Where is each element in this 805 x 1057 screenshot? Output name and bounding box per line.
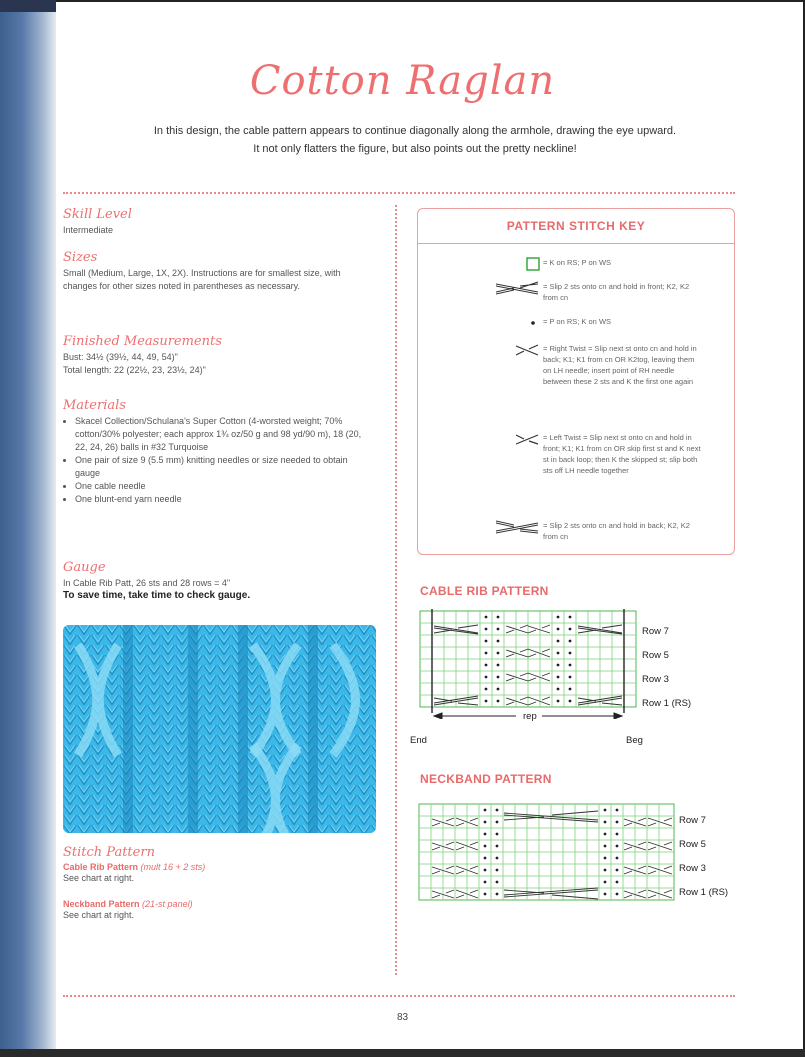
skill-level-text: Intermediate xyxy=(63,225,114,235)
material-item: • One blunt-end yarn needle xyxy=(75,493,375,506)
knit-swatch-photo xyxy=(63,625,376,833)
page-number: 83 xyxy=(396,1012,409,1023)
intro-paragraph xyxy=(70,122,760,158)
dot-icon xyxy=(478,316,540,334)
rep-label: rep xyxy=(520,711,540,722)
neckband-text: See chart at right. xyxy=(63,910,135,920)
finished-measurements-section xyxy=(63,334,375,377)
cable-row-label: Row 7 xyxy=(642,626,669,637)
key-entry-text: = Right Twist = Slip next st onto cn and hold in back; K1; K1 from cn OR K2tog, leaving them on LH needle; insert point of RH needle between these 2 sts and K the first one again xyxy=(543,344,697,386)
material-item: • Skacel Collection/Schulana's Super Cotton (4-worsted weight; 70% cotton/30% polyester; each approx 1¾ oz/50 g and 98 yd/90 m), 18 (20, 22, 24, 26) balls in #32 Turquoise xyxy=(75,415,375,454)
scan-border-top xyxy=(56,0,805,2)
neck-row-label: Row 1 (RS) xyxy=(679,887,729,898)
left-cross-2-2-icon xyxy=(478,281,540,300)
book-spine xyxy=(0,0,56,1057)
key-entry-text: = Left Twist = Slip next st onto cn and hold in front; K1; K1 from cn OR skip first st and K next st in back loop; then K the skipped st; slip both sts off LH needle together xyxy=(543,433,701,475)
skill-level-heading: Skill Level xyxy=(63,207,132,222)
cable-rib-heading: CABLE RIB PATTERN xyxy=(420,584,549,598)
material-item: • One cable needle xyxy=(75,480,375,493)
gauge-heading: Gauge xyxy=(63,560,106,575)
sizes-text: Small (Medium, Large, 1X, 2X). Instructions are for smallest size, with changes for other sizes noted in parentheses as necessary. xyxy=(63,268,341,291)
top-divider xyxy=(63,192,735,194)
key-entry-text: = K on RS; P on WS xyxy=(543,258,612,267)
gauge-section xyxy=(63,560,375,601)
materials-heading: Materials xyxy=(63,398,126,413)
page-title: Cotton Raglan xyxy=(249,58,556,104)
material-item: • One pair of size 9 (5.5 mm) knitting needles or size needed to obtain gauge xyxy=(75,454,375,480)
swatch-illustration xyxy=(63,625,376,833)
neckband-panel: (21-st panel) xyxy=(142,899,193,909)
materials-section xyxy=(63,398,375,506)
cable-rib-name: Cable Rib Pattern xyxy=(63,862,139,872)
neck-row-label: Row 5 xyxy=(679,839,706,850)
neckband-chart xyxy=(418,803,676,901)
cable-rib-chart xyxy=(418,609,638,719)
intro-line-1: In this design, the cable pattern appears to continue diagonally along the armhole, drawing the eye upward. xyxy=(153,125,677,137)
cable-row-label: Row 1 (RS) xyxy=(642,698,692,709)
right-twist-icon xyxy=(478,343,540,362)
end-label: End xyxy=(410,735,427,746)
materials-list xyxy=(63,415,375,506)
cable-row-label: Row 3 xyxy=(642,674,669,685)
length-measurement: Total length: 22 (22½, 23, 23½, 24)" xyxy=(63,365,206,375)
key-heading: PATTERN STITCH KEY xyxy=(418,209,734,244)
beg-label: Beg xyxy=(626,735,643,746)
cable-row-label: Row 5 xyxy=(642,650,669,661)
cable-rib-mult: (mult 16 + 2 sts) xyxy=(140,862,206,872)
finished-measurements-heading: Finished Measurements xyxy=(63,334,222,349)
key-entry-text: = Slip 2 sts onto cn and hold in back; K2, K2 from cn xyxy=(543,521,690,541)
neck-row-label: Row 3 xyxy=(679,863,706,874)
stitch-pattern-heading: Stitch Pattern xyxy=(63,845,155,860)
gauge-note: To save time, take time to check gauge. xyxy=(63,590,251,601)
pattern-stitch-key xyxy=(417,208,735,555)
left-twist-icon xyxy=(478,432,540,451)
neckband-heading: NECKBAND PATTERN xyxy=(420,772,552,786)
intro-line-2: It not only flatters the figure, but also points out the pretty neckline! xyxy=(253,143,577,155)
key-entry-text: = P on RS; K on WS xyxy=(543,317,612,326)
skill-level-section xyxy=(63,207,375,237)
key-entry-text: = Slip 2 sts onto cn and hold in front; K2, K2 from cn xyxy=(543,282,690,302)
stitch-pattern-section xyxy=(63,845,375,922)
square-icon xyxy=(478,257,540,276)
spine-top-edge xyxy=(0,0,56,12)
neck-row-label: Row 7 xyxy=(679,815,706,826)
cable-rib-text: See chart at right. xyxy=(63,873,135,883)
sizes-heading: Sizes xyxy=(63,250,98,265)
neckband-name: Neckband Pattern xyxy=(63,899,140,909)
bust-measurement: Bust: 34½ (39½, 44, 49, 54)" xyxy=(63,352,178,362)
scan-border-bottom xyxy=(0,1049,805,1057)
bottom-divider xyxy=(63,995,735,997)
column-divider xyxy=(395,205,397,975)
right-cross-2-2-icon xyxy=(478,520,540,539)
sizes-section xyxy=(63,250,375,293)
gauge-text: In Cable Rib Patt, 26 sts and 28 rows = 4" xyxy=(63,578,231,588)
